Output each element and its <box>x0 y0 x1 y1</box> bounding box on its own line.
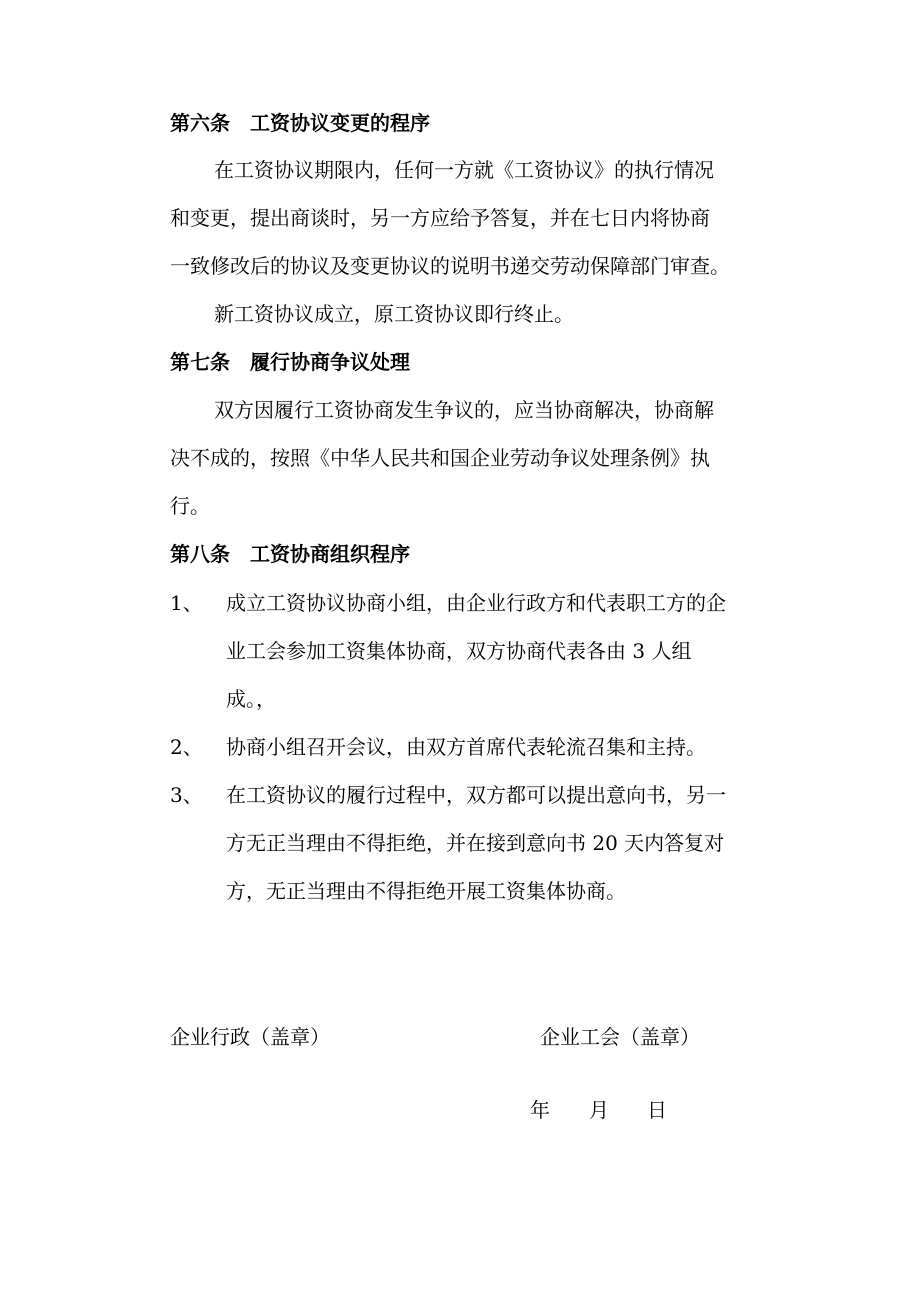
article-seven-heading: 第七条 履行协商争议处理 <box>170 350 410 374</box>
date-year-label: 年 <box>530 1098 550 1122</box>
list-item-line: 成立工资协议协商小组，由企业行政方和代表职工方的企 <box>226 591 726 615</box>
list-item-number: 2、 <box>170 735 203 759</box>
list-item-line: 协商小组召开会议，由双方首席代表轮流召集和主持。 <box>226 735 706 759</box>
signature-enterprise-admin: 企业行政（盖章） <box>170 1025 330 1049</box>
list-item-line: 业工会参加工资集体协商，双方协商代表各由 3 人组 <box>226 639 692 663</box>
list-item-number: 1、 <box>170 591 203 615</box>
article-six-heading: 第六条 工资协议变更的程序 <box>170 111 430 135</box>
date-month-label: 月 <box>589 1098 609 1122</box>
article-six-line: 在工资协议期限内，任何一方就《工资协议》的执行情况 <box>214 158 714 182</box>
article-seven-line: 双方因履行工资协商发生争议的，应当协商解决，协商解 <box>214 398 714 422</box>
article-seven-line: 行。 <box>170 494 210 518</box>
list-item-line: 在工资协议的履行过程中，双方都可以提出意向书，另一 <box>226 783 726 807</box>
list-item-number: 3、 <box>170 783 203 807</box>
article-six-line: 和变更，提出商谈时，另一方应给予答复，并在七日内将协商 <box>170 206 710 230</box>
list-item-line: 方无正当理由不得拒绝，并在接到意向书 20 天内答复对 <box>226 831 725 855</box>
article-eight-heading: 第八条 工资协商组织程序 <box>170 542 410 566</box>
article-six-line: 新工资协议成立，原工资协议即行终止。 <box>214 302 574 326</box>
signature-trade-union: 企业工会（盖章） <box>540 1025 700 1049</box>
article-six-line: 一致修改后的协议及变更协议的说明书递交劳动保障部门审查。 <box>170 254 730 278</box>
list-item-line: 方，无正当理由不得拒绝开展工资集体协商。 <box>226 879 626 903</box>
list-item-line: 成。， <box>226 687 276 711</box>
article-seven-line: 决不成的，按照《中华人民共和国企业劳动争议处理条例》执 <box>170 446 710 470</box>
date-day-label: 日 <box>647 1098 667 1122</box>
